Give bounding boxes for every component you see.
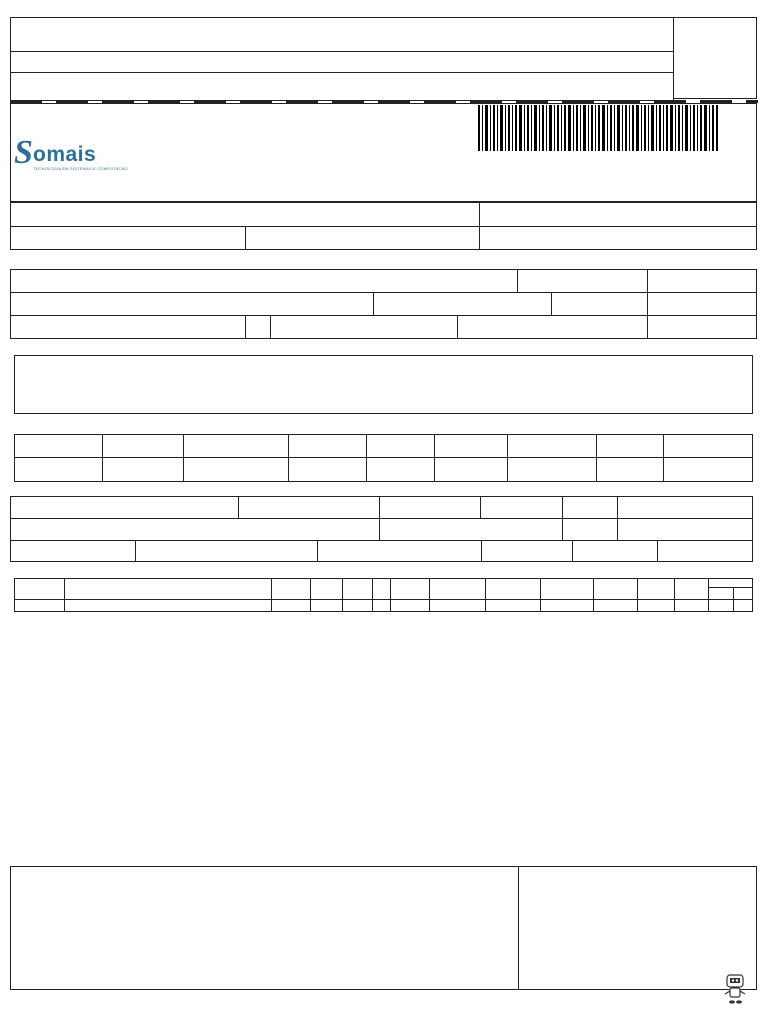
transport-div-i [572,540,573,562]
tax-col-1 [102,434,103,482]
header-stub-box [673,17,757,99]
tax-table-mid [14,457,753,458]
items-col-12 [674,578,675,612]
recipient-div-e [245,315,246,339]
additional-info-divider [518,866,519,990]
tax-col-2 [183,434,184,482]
header-box [10,17,674,101]
transport-div-h [481,540,482,562]
items-col-13 [708,578,709,612]
transport-div-b [379,496,380,540]
tax-col-3 [288,434,289,482]
items-col-4 [342,578,343,612]
tax-col-4 [366,434,367,482]
transport-div-f [135,540,136,562]
recipient-line-2 [10,315,757,316]
transport-block [10,496,753,562]
tax-col-7 [596,434,597,482]
recipient-div-g [457,315,458,339]
recipient-div-d [551,292,552,315]
transport-line-1 [10,518,753,519]
recipient-div-a [517,269,518,292]
transport-div-j [657,540,658,562]
company-tagline: TECNOLOGIA EM SISTEMAS E COMPUTACAO [33,166,128,171]
logo-s-glyph: S [14,134,33,171]
transport-line-2 [10,540,753,541]
tax-table [14,434,753,482]
company-logo: omais [33,143,97,166]
items-col-1 [64,578,65,612]
items-col-6 [390,578,391,612]
tax-col-8 [663,434,664,482]
tax-col-6 [507,434,508,482]
items-col-14 [733,587,734,612]
operation-divider-2 [245,226,246,250]
header-line-1 [10,51,674,52]
items-table [14,578,753,612]
recipient-block [10,269,757,339]
additional-info-box [10,866,757,990]
items-col-3 [310,578,311,612]
transport-div-d [562,496,563,540]
recipient-div-b [647,269,648,339]
recipient-div-c [373,292,374,315]
transport-div-c [480,496,481,518]
robot-icon [722,972,748,1006]
items-col-2 [271,578,272,612]
items-col-7 [429,578,430,612]
recipient-line-1 [10,292,757,293]
billing-box [14,355,753,414]
items-col-10 [593,578,594,612]
operation-row-2 [10,226,757,250]
items-col-5 [372,578,373,612]
items-header-line [14,599,753,600]
transport-div-e [617,496,618,540]
items-col-8 [485,578,486,612]
barcode-icon [478,105,718,151]
items-col-11 [637,578,638,612]
items-subheader-line [708,587,753,588]
transport-div-g [317,540,318,562]
header-line-2 [10,72,674,73]
operation-row-1 [10,202,757,227]
transport-div-a [238,496,239,518]
tax-col-5 [434,434,435,482]
items-col-9 [540,578,541,612]
recipient-div-f [270,315,271,339]
